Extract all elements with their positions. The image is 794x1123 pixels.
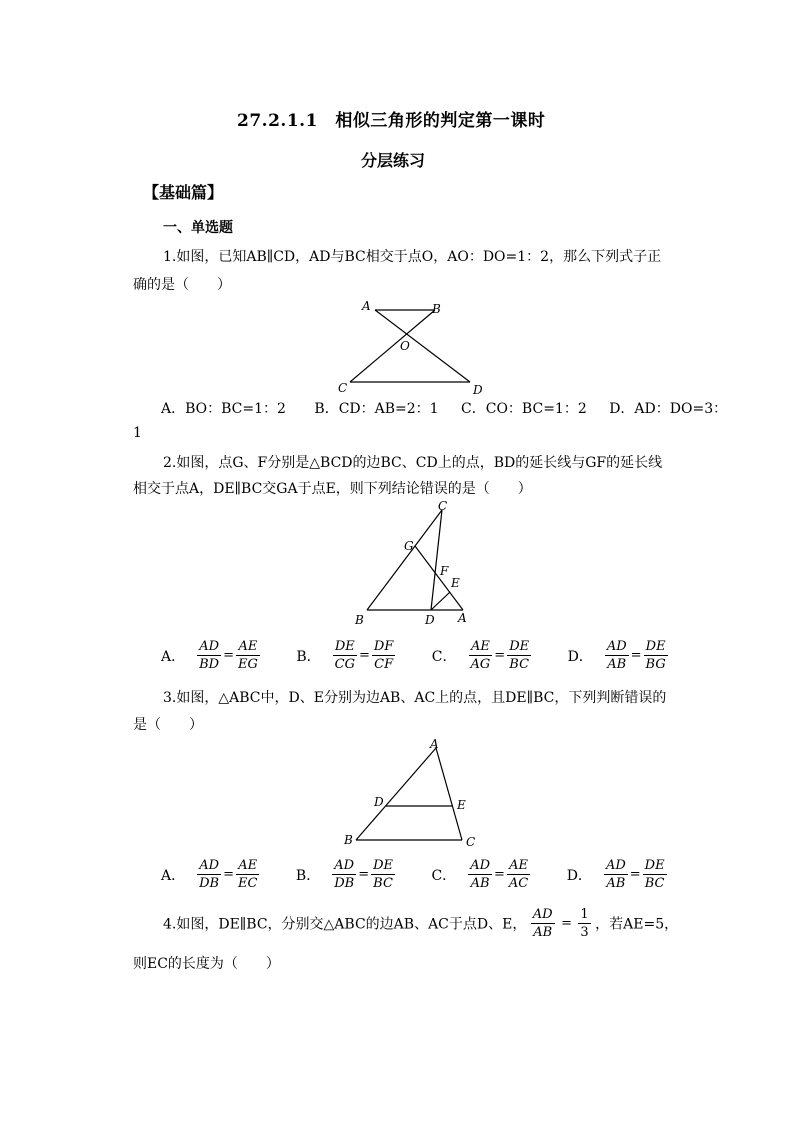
q2-option-c[interactable]: C． $\frac{AE}{AG}$ = $\frac{DE}{BC}$ xyxy=(431,639,530,672)
q3-option-d[interactable]: D． $\frac{AD}{AB}$ = $\frac{DE}{BC}$ xyxy=(566,858,665,891)
q3-option-b[interactable]: B． $\frac{AD}{DB}$ = $\frac{DE}{BC}$ xyxy=(295,858,394,891)
q1-label-o: O xyxy=(400,339,410,353)
q4-text-post: ，若AE=5， xyxy=(595,916,679,933)
document-subtitle: 分层练习 xyxy=(361,151,426,170)
q2-label-e: E xyxy=(451,576,460,590)
q1-figure xyxy=(330,298,500,398)
q2-option-a[interactable]: A． $\frac{AD}{BD}$ = $\frac{AE}{EG}$ xyxy=(161,639,258,672)
q1-label-c: C xyxy=(338,381,348,395)
part-heading: 一、单选题 xyxy=(163,220,233,236)
q1-label-a: A xyxy=(362,299,371,313)
q2-text-line1: 2.如图，点G、F分别是△BCD的边BC、CD上的点，BD的延长线与GF的延长线 xyxy=(163,455,663,471)
q1-options xyxy=(161,398,727,418)
q2-text-line2: 相交于点A，DE∥BC交GA于点E，则下列结论错误的是（ ） xyxy=(133,481,532,497)
q2-label-c: C xyxy=(438,499,448,513)
q3-label-a: A xyxy=(430,737,439,751)
document-title: 27.2.1.1 相似三角形的判定第一课时 xyxy=(237,111,546,131)
q1-option-a[interactable]: A．BO：BC=1：2 xyxy=(161,401,286,417)
q1-option-b[interactable]: B．CD：AB=2：1 xyxy=(314,401,439,417)
q2-option-d[interactable]: D． $\frac{AD}{AB}$ = $\frac{DE}{BG}$ xyxy=(567,639,666,672)
q3-option-c[interactable]: C． $\frac{AD}{AB}$ = $\frac{AE}{AC}$ xyxy=(431,858,529,891)
q2-option-b[interactable]: B． $\frac{DE}{CG}$ = $\frac{DF}{CF}$ xyxy=(296,639,394,672)
q2-figure xyxy=(345,498,495,628)
q2-options xyxy=(161,638,668,673)
q2-label-g: G xyxy=(404,539,414,553)
q1-option-d[interactable]: D．AD：DO=3： xyxy=(609,401,728,417)
q3-figure xyxy=(338,734,488,850)
q1-text-line2: 确的是（ ） xyxy=(133,277,231,293)
q4-fraction-one-third: $\frac{1}{3}$ xyxy=(580,907,589,940)
q4-fraction-ad-ab: $\frac{AD}{AB}$ xyxy=(532,907,553,940)
q3-label-b: B xyxy=(344,833,353,847)
q4-text-pre: 4.如图，DE∥BC，分别交△ABC的边AB、AC于点D、E， xyxy=(163,916,527,933)
q2-label-a: A xyxy=(458,611,467,625)
q1-option-c[interactable]: C．CO：BC=1：2 xyxy=(461,401,587,417)
q1-text-line1: 1.如图，已知AB∥CD，AD与BC相交于点O，AO：DO=1：2，那么下列式子正 xyxy=(163,249,662,265)
q3-label-d: D xyxy=(374,795,384,809)
section-heading: 【基础篇】 xyxy=(143,183,224,202)
q3-option-a[interactable]: A． $\frac{AD}{DB}$ = $\frac{AE}{EC}$ xyxy=(161,858,258,891)
q2-label-b: B xyxy=(355,613,364,627)
q3-label-e: E xyxy=(457,798,466,812)
q4-text-line2: 则EC的长度为（ ） xyxy=(133,956,280,972)
q2-label-f: F xyxy=(440,564,449,578)
q1-option-d-wrap: 1 xyxy=(133,425,142,441)
q4-text-line1 xyxy=(163,906,678,941)
q3-text-line2: 是（ ） xyxy=(133,717,203,733)
q3-options xyxy=(161,857,667,892)
q3-text-line1: 3.如图，△ABC中，D、E分别为边AB、AC上的点，且DE∥BC，下列判断错误的 xyxy=(163,690,667,706)
q3-label-c: C xyxy=(466,835,476,849)
q4-equals: = xyxy=(561,916,572,931)
q1-label-b: B xyxy=(432,302,441,316)
q1-label-d: D xyxy=(473,383,483,397)
q2-label-d: D xyxy=(425,613,435,627)
